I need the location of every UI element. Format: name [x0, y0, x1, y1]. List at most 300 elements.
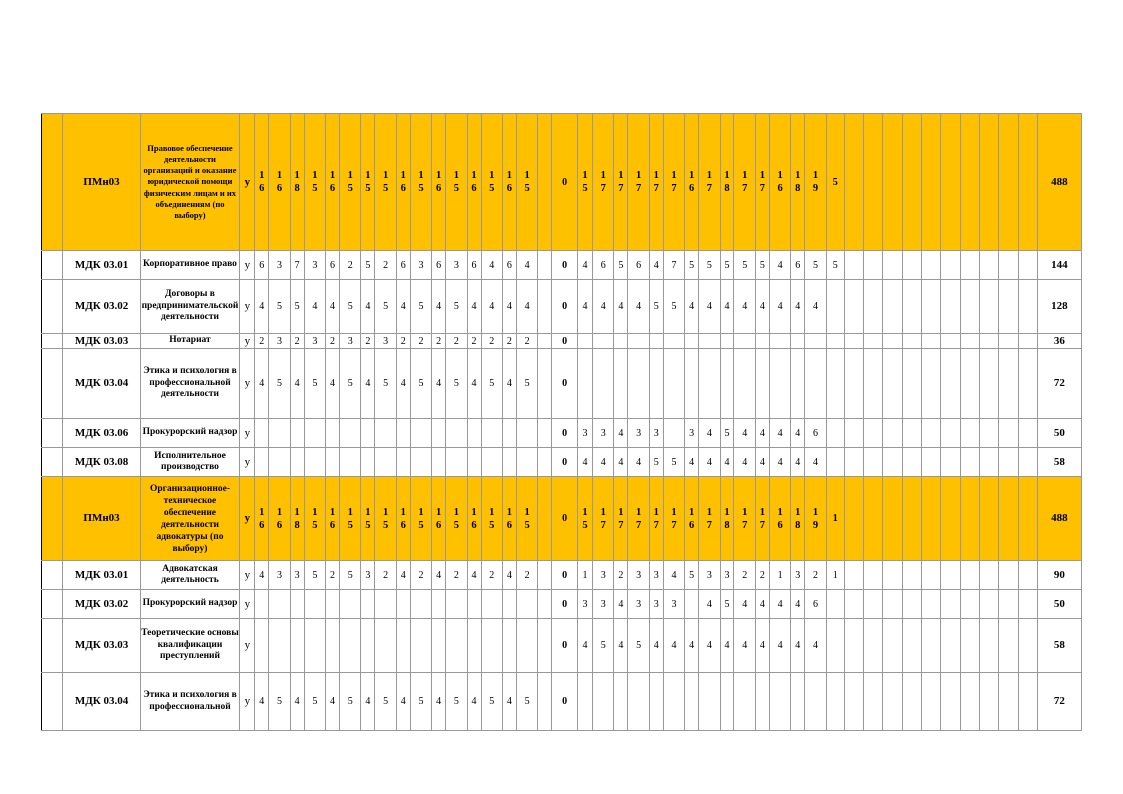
- semester2-hours-cell: [649, 349, 663, 419]
- semester2-hours-cell: [734, 673, 755, 731]
- semester2-hours-cell: [699, 334, 720, 349]
- row-mark: у: [240, 251, 255, 280]
- empty-cell: [979, 114, 998, 251]
- semester2-hours-cell: 4: [699, 619, 720, 673]
- empty-cell: [960, 561, 979, 590]
- separator-zero: 0: [552, 114, 578, 251]
- semester2-hours-cell: 7: [663, 251, 684, 280]
- semester1-hours-cell: 4: [290, 349, 304, 419]
- semester1-hours-cell: 1 6: [269, 114, 290, 251]
- semester1-hours-cell: [432, 419, 446, 448]
- semester1-hours-cell: 1 6: [502, 477, 516, 561]
- semester1-hours-cell: 5: [340, 673, 361, 731]
- semester1-hours-cell: [502, 448, 516, 477]
- discipline-row: [42, 448, 1082, 477]
- empty-cell: [941, 251, 960, 280]
- semester2-hours-cell: 5: [592, 619, 613, 673]
- separator-zero: 0: [552, 477, 578, 561]
- semester1-hours-cell: 4: [255, 280, 269, 334]
- semester2-hours-cell: [791, 673, 805, 731]
- semester2-hours-cell: [577, 334, 592, 349]
- semester2-hours-cell: 3: [720, 561, 734, 590]
- semester1-hours-cell: 1 5: [516, 114, 537, 251]
- blank-lead-cell: [42, 561, 63, 590]
- semester2-hours-cell: [614, 349, 628, 419]
- semester1-hours-cell: 1 5: [410, 114, 431, 251]
- semester2-hours-cell: [755, 673, 769, 731]
- semester1-hours-cell: [326, 419, 340, 448]
- discipline-row: [42, 419, 1082, 448]
- semester1-hours-cell: [304, 590, 325, 619]
- tail-value: [826, 619, 844, 673]
- semester1-hours-cell: 5: [375, 349, 396, 419]
- semester1-hours-cell: 5: [446, 673, 467, 731]
- semester2-hours-cell: 4: [614, 280, 628, 334]
- semester2-hours-cell: 1 7: [592, 477, 613, 561]
- semester2-hours-cell: 1 8: [720, 114, 734, 251]
- total-hours: 50: [1037, 419, 1081, 448]
- semester1-hours-cell: 4: [467, 349, 481, 419]
- empty-cell: [999, 334, 1018, 349]
- total-hours: 144: [1037, 251, 1081, 280]
- semester2-hours-cell: 1 7: [663, 477, 684, 561]
- blank-lead-cell: [42, 590, 63, 619]
- semester1-hours-cell: 2: [410, 561, 431, 590]
- semester1-hours-cell: 5: [304, 349, 325, 419]
- semester2-hours-cell: 4: [592, 280, 613, 334]
- row-mark: у: [240, 349, 255, 419]
- semester2-hours-cell: 3: [699, 561, 720, 590]
- semester2-hours-cell: 1 7: [663, 114, 684, 251]
- semester1-hours-cell: 3: [340, 334, 361, 349]
- empty-cell: [883, 590, 902, 619]
- row-mark: у: [240, 590, 255, 619]
- empty-cell: [538, 561, 552, 590]
- semester1-hours-cell: [396, 448, 410, 477]
- empty-cell: [999, 561, 1018, 590]
- semester1-hours-cell: [269, 419, 290, 448]
- empty-cell: [999, 477, 1018, 561]
- empty-cell: [883, 114, 902, 251]
- empty-cell: [922, 349, 941, 419]
- semester2-hours-cell: 1: [769, 561, 790, 590]
- semester2-hours-cell: 4: [769, 448, 790, 477]
- semester1-hours-cell: [290, 419, 304, 448]
- empty-cell: [999, 619, 1018, 673]
- semester2-hours-cell: 4: [755, 280, 769, 334]
- empty-cell: [999, 349, 1018, 419]
- semester2-hours-cell: 3: [592, 590, 613, 619]
- semester2-hours-cell: 2: [755, 561, 769, 590]
- semester1-hours-cell: 7: [290, 251, 304, 280]
- discipline-row: [42, 561, 1082, 590]
- module-row: [42, 114, 1082, 251]
- empty-cell: [883, 673, 902, 731]
- semester2-hours-cell: 4: [791, 448, 805, 477]
- semester1-hours-cell: [516, 619, 537, 673]
- semester2-hours-cell: 4: [614, 419, 628, 448]
- semester1-hours-cell: [375, 448, 396, 477]
- semester2-hours-cell: 4: [577, 448, 592, 477]
- semester2-hours-cell: [663, 419, 684, 448]
- empty-cell: [902, 349, 921, 419]
- semester2-hours-cell: [685, 334, 699, 349]
- empty-cell: [1018, 619, 1037, 673]
- empty-cell: [883, 419, 902, 448]
- empty-cell: [1018, 590, 1037, 619]
- empty-cell: [960, 619, 979, 673]
- empty-cell: [538, 280, 552, 334]
- semester2-hours-cell: 4: [755, 619, 769, 673]
- total-hours: 488: [1037, 477, 1081, 561]
- semester1-hours-cell: 3: [269, 334, 290, 349]
- semester1-hours-cell: [502, 419, 516, 448]
- row-mark: у: [240, 561, 255, 590]
- empty-cell: [864, 673, 883, 731]
- semester1-hours-cell: 4: [467, 673, 481, 731]
- empty-cell: [538, 419, 552, 448]
- semester2-hours-cell: 3: [663, 590, 684, 619]
- semester1-hours-cell: 5: [481, 673, 502, 731]
- empty-cell: [902, 334, 921, 349]
- semester1-hours-cell: 5: [290, 280, 304, 334]
- semester2-hours-cell: 1 7: [699, 114, 720, 251]
- empty-cell: [941, 590, 960, 619]
- separator-zero: 0: [552, 419, 578, 448]
- empty-cell: [538, 477, 552, 561]
- semester1-hours-cell: [361, 590, 375, 619]
- empty-cell: [902, 561, 921, 590]
- semester2-hours-cell: [614, 334, 628, 349]
- semester2-hours-cell: [734, 334, 755, 349]
- semester2-hours-cell: 4: [592, 448, 613, 477]
- row-name: Договоры в предпринимательской деятельности: [140, 280, 240, 334]
- semester1-hours-cell: 3: [290, 561, 304, 590]
- empty-cell: [922, 251, 941, 280]
- semester1-hours-cell: [304, 619, 325, 673]
- semester1-hours-cell: 2: [481, 334, 502, 349]
- empty-cell: [902, 114, 921, 251]
- row-mark: у: [240, 334, 255, 349]
- semester1-hours-cell: 1 6: [396, 477, 410, 561]
- total-hours: 72: [1037, 673, 1081, 731]
- row-code: МДК 03.03: [63, 334, 140, 349]
- semester2-hours-cell: 4: [720, 280, 734, 334]
- empty-cell: [883, 334, 902, 349]
- total-hours: 128: [1037, 280, 1081, 334]
- semester1-hours-cell: 1 6: [467, 114, 481, 251]
- empty-cell: [979, 561, 998, 590]
- tail-value: [826, 673, 844, 731]
- empty-cell: [538, 251, 552, 280]
- semester1-hours-cell: 5: [269, 673, 290, 731]
- empty-cell: [1018, 561, 1037, 590]
- semester1-hours-cell: 2: [375, 561, 396, 590]
- empty-cell: [902, 619, 921, 673]
- semester2-hours-cell: 1 7: [614, 477, 628, 561]
- semester1-hours-cell: 1 5: [361, 477, 375, 561]
- semester2-hours-cell: [805, 334, 826, 349]
- semester1-hours-cell: 1 5: [375, 114, 396, 251]
- empty-cell: [1018, 349, 1037, 419]
- empty-cell: [979, 619, 998, 673]
- empty-cell: [864, 619, 883, 673]
- empty-cell: [864, 334, 883, 349]
- semester2-hours-cell: 1 9: [805, 477, 826, 561]
- semester2-hours-cell: [663, 334, 684, 349]
- semester2-hours-cell: 4: [699, 590, 720, 619]
- semester2-hours-cell: 4: [769, 251, 790, 280]
- semester1-hours-cell: 4: [255, 673, 269, 731]
- row-mark: у: [240, 619, 255, 673]
- semester1-hours-cell: [375, 419, 396, 448]
- separator-zero: 0: [552, 673, 578, 731]
- semester2-hours-cell: [805, 673, 826, 731]
- semester2-hours-cell: 3: [592, 561, 613, 590]
- semester1-hours-cell: 1 6: [326, 114, 340, 251]
- semester1-hours-cell: 5: [375, 673, 396, 731]
- semester2-hours-cell: 1 6: [685, 114, 699, 251]
- semester2-hours-cell: 5: [649, 280, 663, 334]
- semester1-hours-cell: [467, 590, 481, 619]
- semester1-hours-cell: [326, 448, 340, 477]
- row-name: Исполнительное производство: [140, 448, 240, 477]
- semester1-hours-cell: 5: [340, 561, 361, 590]
- empty-cell: [844, 251, 863, 280]
- row-name: Прокурорский надзор: [140, 419, 240, 448]
- semester1-hours-cell: [446, 619, 467, 673]
- semester2-hours-cell: 4: [734, 280, 755, 334]
- semester1-hours-cell: [481, 448, 502, 477]
- semester1-hours-cell: [432, 590, 446, 619]
- semester1-hours-cell: 1 5: [410, 477, 431, 561]
- blank-lead-cell: [42, 280, 63, 334]
- empty-cell: [922, 114, 941, 251]
- semester2-hours-cell: 1 7: [628, 114, 649, 251]
- empty-cell: [960, 590, 979, 619]
- semester1-hours-cell: 6: [502, 251, 516, 280]
- row-name: Этика и психология в профессиональной деятельности: [140, 349, 240, 419]
- semester1-hours-cell: 2: [432, 334, 446, 349]
- semester1-hours-cell: [304, 419, 325, 448]
- blank-lead-cell: [42, 251, 63, 280]
- empty-cell: [941, 419, 960, 448]
- row-name: Корпоративное право: [140, 251, 240, 280]
- empty-cell: [999, 251, 1018, 280]
- empty-cell: [902, 673, 921, 731]
- module-row: [42, 477, 1082, 561]
- semester2-hours-cell: [592, 349, 613, 419]
- discipline-row: [42, 349, 1082, 419]
- empty-cell: [844, 419, 863, 448]
- empty-cell: [999, 448, 1018, 477]
- semester2-hours-cell: [720, 334, 734, 349]
- empty-cell: [844, 334, 863, 349]
- semester2-hours-cell: 4: [577, 619, 592, 673]
- semester2-hours-cell: 5: [699, 251, 720, 280]
- semester1-hours-cell: [290, 448, 304, 477]
- semester1-hours-cell: 4: [467, 561, 481, 590]
- semester1-hours-cell: 1 6: [432, 477, 446, 561]
- empty-cell: [960, 280, 979, 334]
- empty-cell: [922, 619, 941, 673]
- semester2-hours-cell: 4: [805, 280, 826, 334]
- row-mark: у: [240, 448, 255, 477]
- semester2-hours-cell: 4: [685, 448, 699, 477]
- semester2-hours-cell: 4: [577, 251, 592, 280]
- semester1-hours-cell: [255, 590, 269, 619]
- semester2-hours-cell: 4: [769, 419, 790, 448]
- empty-cell: [1018, 280, 1037, 334]
- semester1-hours-cell: 5: [446, 280, 467, 334]
- semester1-hours-cell: [361, 419, 375, 448]
- semester2-hours-cell: 1 7: [755, 477, 769, 561]
- semester2-hours-cell: [628, 334, 649, 349]
- empty-cell: [941, 561, 960, 590]
- empty-cell: [844, 561, 863, 590]
- discipline-row: [42, 280, 1082, 334]
- semester1-hours-cell: 3: [269, 561, 290, 590]
- semester2-hours-cell: [685, 349, 699, 419]
- blank-lead-cell: [42, 114, 63, 251]
- empty-cell: [883, 349, 902, 419]
- empty-cell: [979, 448, 998, 477]
- empty-cell: [922, 590, 941, 619]
- semester2-hours-cell: 5: [734, 251, 755, 280]
- semester2-hours-cell: [663, 349, 684, 419]
- empty-cell: [844, 349, 863, 419]
- semester2-hours-cell: 5: [685, 251, 699, 280]
- empty-cell: [979, 590, 998, 619]
- semester1-hours-cell: [340, 619, 361, 673]
- semester1-hours-cell: [410, 619, 431, 673]
- semester1-hours-cell: 3: [410, 251, 431, 280]
- empty-cell: [922, 448, 941, 477]
- semester2-hours-cell: [649, 673, 663, 731]
- semester1-hours-cell: 2: [446, 561, 467, 590]
- empty-cell: [941, 619, 960, 673]
- semester1-hours-cell: 5: [375, 280, 396, 334]
- semester1-hours-cell: [396, 419, 410, 448]
- semester1-hours-cell: [340, 448, 361, 477]
- semester1-hours-cell: 2: [340, 251, 361, 280]
- semester1-hours-cell: [446, 448, 467, 477]
- semester2-hours-cell: 1 6: [769, 114, 790, 251]
- empty-cell: [864, 280, 883, 334]
- semester2-hours-cell: 1 7: [614, 114, 628, 251]
- semester2-hours-cell: 6: [628, 251, 649, 280]
- semester2-hours-cell: [614, 673, 628, 731]
- semester2-hours-cell: 4: [663, 619, 684, 673]
- semester2-hours-cell: 4: [685, 619, 699, 673]
- semester2-hours-cell: 5: [720, 251, 734, 280]
- semester1-hours-cell: 1 6: [255, 477, 269, 561]
- tail-value: [826, 349, 844, 419]
- semester1-hours-cell: 1 5: [446, 477, 467, 561]
- separator-zero: 0: [552, 334, 578, 349]
- empty-cell: [844, 619, 863, 673]
- semester1-hours-cell: 3: [375, 334, 396, 349]
- empty-cell: [864, 114, 883, 251]
- semester2-hours-cell: 1 8: [791, 114, 805, 251]
- semester2-hours-cell: 5: [685, 561, 699, 590]
- semester1-hours-cell: 1 6: [467, 477, 481, 561]
- semester2-hours-cell: 4: [755, 419, 769, 448]
- semester1-hours-cell: [396, 590, 410, 619]
- semester2-hours-cell: 1 6: [685, 477, 699, 561]
- blank-lead-cell: [42, 448, 63, 477]
- semester2-hours-cell: 1 7: [699, 477, 720, 561]
- semester2-hours-cell: 4: [734, 590, 755, 619]
- semester1-hours-cell: [481, 619, 502, 673]
- empty-cell: [538, 349, 552, 419]
- semester1-hours-cell: [340, 419, 361, 448]
- row-code: МДК 03.01: [63, 561, 140, 590]
- semester2-hours-cell: 3: [649, 419, 663, 448]
- row-code: МДК 03.08: [63, 448, 140, 477]
- semester1-hours-cell: 1 5: [481, 477, 502, 561]
- separator-zero: 0: [552, 280, 578, 334]
- semester2-hours-cell: [628, 349, 649, 419]
- semester1-hours-cell: 4: [361, 280, 375, 334]
- semester2-hours-cell: 4: [649, 619, 663, 673]
- empty-cell: [1018, 334, 1037, 349]
- tail-value: 1: [826, 477, 844, 561]
- empty-cell: [538, 673, 552, 731]
- empty-cell: [979, 251, 998, 280]
- semester2-hours-cell: [769, 349, 790, 419]
- discipline-row: [42, 334, 1082, 349]
- tail-value: 5: [826, 251, 844, 280]
- semester2-hours-cell: 4: [685, 280, 699, 334]
- semester1-hours-cell: 1 5: [446, 114, 467, 251]
- semester1-hours-cell: [290, 619, 304, 673]
- semester1-hours-cell: [269, 448, 290, 477]
- semester1-hours-cell: 4: [396, 349, 410, 419]
- semester2-hours-cell: 1 7: [649, 477, 663, 561]
- semester2-hours-cell: 5: [663, 280, 684, 334]
- semester1-hours-cell: 1 5: [340, 477, 361, 561]
- semester1-hours-cell: 4: [361, 673, 375, 731]
- tail-value: [826, 419, 844, 448]
- semester2-hours-cell: 4: [628, 280, 649, 334]
- separator-zero: 0: [552, 619, 578, 673]
- semester1-hours-cell: 2: [396, 334, 410, 349]
- semester1-hours-cell: 2: [502, 334, 516, 349]
- empty-cell: [902, 477, 921, 561]
- semester1-hours-cell: 3: [304, 334, 325, 349]
- semester2-hours-cell: 1 8: [791, 477, 805, 561]
- semester1-hours-cell: 4: [481, 251, 502, 280]
- tail-value: [826, 590, 844, 619]
- semester2-hours-cell: 6: [805, 590, 826, 619]
- semester2-hours-cell: 3: [577, 419, 592, 448]
- semester2-hours-cell: [720, 673, 734, 731]
- semester1-hours-cell: 1 5: [375, 477, 396, 561]
- row-code: ПМн03: [63, 477, 140, 561]
- semester2-hours-cell: 1 6: [769, 477, 790, 561]
- empty-cell: [960, 673, 979, 731]
- semester2-hours-cell: 5: [720, 590, 734, 619]
- semester2-hours-cell: 3: [628, 419, 649, 448]
- blank-lead-cell: [42, 477, 63, 561]
- semester2-hours-cell: 3: [628, 590, 649, 619]
- semester1-hours-cell: [410, 590, 431, 619]
- semester2-hours-cell: [699, 673, 720, 731]
- tail-value: 5: [826, 114, 844, 251]
- row-mark: у: [240, 419, 255, 448]
- empty-cell: [922, 419, 941, 448]
